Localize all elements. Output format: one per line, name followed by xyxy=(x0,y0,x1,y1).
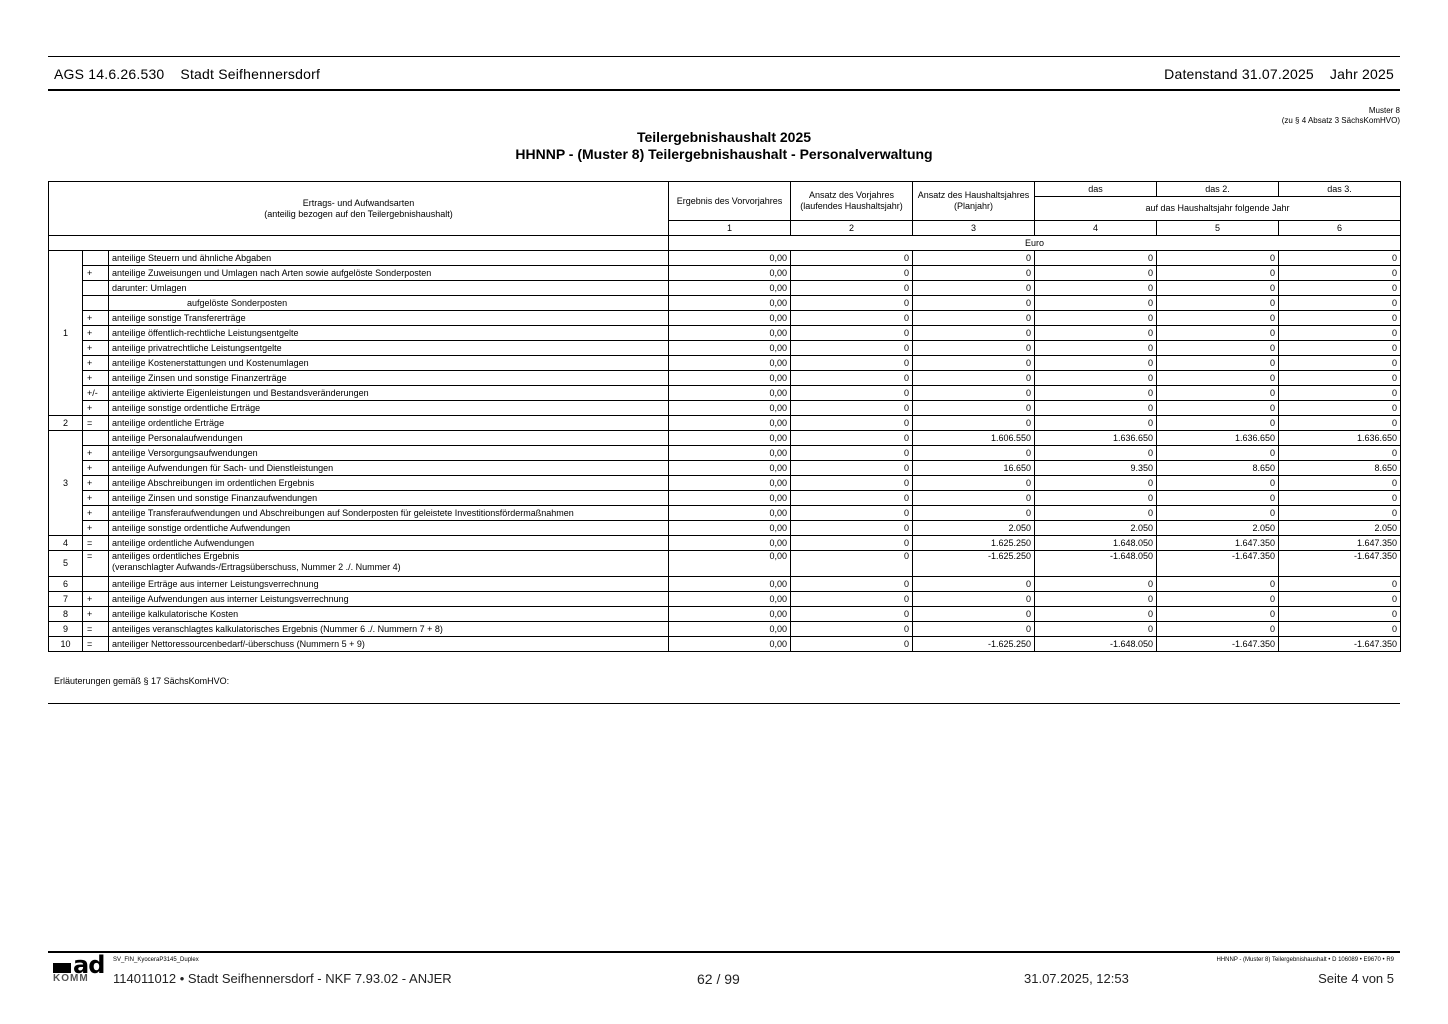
value-col6: 0 xyxy=(1279,607,1401,622)
footer-rule xyxy=(48,951,1400,953)
row-label-line1: anteiliges ordentliches Ergebnis xyxy=(112,551,240,561)
value-col3: 2.050 xyxy=(913,521,1035,536)
value-col1: 0,00 xyxy=(669,266,791,281)
table-row xyxy=(49,446,1401,461)
muster-line1: Muster 8 xyxy=(1368,106,1400,115)
row-operator: + xyxy=(83,341,109,356)
value-col2: 0 xyxy=(791,577,913,592)
value-col4: 0 xyxy=(1035,607,1157,622)
print-datetime: 31.07.2025, 12:53 xyxy=(1024,971,1129,986)
value-col5: 8.650 xyxy=(1157,461,1279,476)
row-number: 10 xyxy=(49,637,83,652)
value-col6: 0 xyxy=(1279,356,1401,371)
value-col4: 0 xyxy=(1035,592,1157,607)
value-col5: 0 xyxy=(1157,386,1279,401)
value-col5: -1.647.350 xyxy=(1157,551,1279,577)
value-col3: 0 xyxy=(913,281,1035,296)
row-label: anteilige Personalaufwendungen xyxy=(109,431,669,446)
row-operator: = xyxy=(83,637,109,652)
value-col6: 0 xyxy=(1279,401,1401,416)
row-operator: + xyxy=(83,266,109,281)
row-operator: + xyxy=(83,446,109,461)
logo-bar xyxy=(53,963,71,973)
row-label: anteiliges veranschlagtes kalkulatorisches Ergebnis (Nummer 6 ./. Nummern 7 + 8) xyxy=(109,622,669,637)
value-col1: 0,00 xyxy=(669,371,791,386)
value-col6: 0 xyxy=(1279,386,1401,401)
header-num4: 4 xyxy=(1035,221,1157,236)
row-operator: + xyxy=(83,506,109,521)
value-col5: 0 xyxy=(1157,622,1279,637)
header-currency: Euro xyxy=(669,236,1401,251)
value-col4: 0 xyxy=(1035,356,1157,371)
value-col4: 0 xyxy=(1035,386,1157,401)
row-label: anteilige privatrechtliche Leistungsentgelte xyxy=(109,341,669,356)
row-label: anteilige Versorgungsaufwendungen xyxy=(109,446,669,461)
table-row xyxy=(49,386,1401,401)
value-col4: 0 xyxy=(1035,446,1157,461)
header-num6: 6 xyxy=(1279,221,1401,236)
value-col6: 0 xyxy=(1279,266,1401,281)
value-col3: 1.606.550 xyxy=(913,431,1035,446)
value-col5: 2.050 xyxy=(1157,521,1279,536)
row-operator: + xyxy=(83,356,109,371)
value-col3: 0 xyxy=(913,577,1035,592)
header-col2: Ansatz des Vorjahres (laufendes Haushaltsjahr) xyxy=(791,182,913,221)
value-col3: 0 xyxy=(913,506,1035,521)
table-row xyxy=(49,607,1401,622)
table-row xyxy=(49,311,1401,326)
value-col4: 2.050 xyxy=(1035,521,1157,536)
value-col5: 0 xyxy=(1157,266,1279,281)
value-col1: 0,00 xyxy=(669,491,791,506)
value-col2: 0 xyxy=(791,491,913,506)
value-col2: 0 xyxy=(791,401,913,416)
row-label: anteilige Zuweisungen und Umlagen nach Arten sowie aufgelöste Sonderposten xyxy=(109,266,669,281)
table-header xyxy=(49,182,1401,251)
budget-table xyxy=(48,181,1401,652)
row-number: 5 xyxy=(49,551,83,577)
row-label: anteilige Aufwendungen aus interner Leistungsverrechnung xyxy=(109,592,669,607)
value-col2: 0 xyxy=(791,431,913,446)
value-col6: 8.650 xyxy=(1279,461,1401,476)
value-col5: 0 xyxy=(1157,416,1279,431)
row-operator: + xyxy=(83,461,109,476)
logo-ad: ad xyxy=(73,951,105,979)
row-label: anteilige Zinsen und sonstige Finanzaufwendungen xyxy=(109,491,669,506)
row-label: anteilige sonstige Transfererträge xyxy=(109,311,669,326)
muster-reference xyxy=(1282,106,1400,126)
row-label xyxy=(109,551,669,577)
value-col6: 0 xyxy=(1279,341,1401,356)
value-col2: 0 xyxy=(791,296,913,311)
value-col2: 0 xyxy=(791,266,913,281)
value-col2: 0 xyxy=(791,521,913,536)
value-col4: 0 xyxy=(1035,311,1157,326)
value-col5: 0 xyxy=(1157,311,1279,326)
value-col6: 1.636.650 xyxy=(1279,431,1401,446)
header-col1: Ergebnis des Vorvorjahres xyxy=(669,182,791,221)
data-status-date: Datenstand 31.07.2025 xyxy=(1164,66,1314,82)
value-col1: 0,00 xyxy=(669,311,791,326)
value-col5: 0 xyxy=(1157,281,1279,296)
value-col4: 0 xyxy=(1035,577,1157,592)
row-label: anteilige Transferaufwendungen und Abschreibungen auf Sonderposten für geleistete Investitionsfördermaßnahmen xyxy=(109,506,669,521)
row-label: anteiliger Nettoressourcenbedarf/-überschuss (Nummern 5 + 9) xyxy=(109,637,669,652)
row-operator: + xyxy=(83,592,109,607)
row-label: anteilige kalkulatorische Kosten xyxy=(109,607,669,622)
row-label: darunter: Umlagen xyxy=(109,281,669,296)
value-col3: -1.625.250 xyxy=(913,551,1035,577)
value-col5: 0 xyxy=(1157,607,1279,622)
value-col3: -1.625.250 xyxy=(913,637,1035,652)
value-col2: 0 xyxy=(791,551,913,577)
value-col6: -1.647.350 xyxy=(1279,637,1401,652)
value-col4: 0 xyxy=(1035,416,1157,431)
header-arten-line1: Ertrags- und Aufwandsarten xyxy=(302,197,415,208)
value-col6: 0 xyxy=(1279,476,1401,491)
row-label: anteilige Erträge aus interner Leistungsverrechnung xyxy=(109,577,669,592)
table-row xyxy=(49,371,1401,386)
row-label: anteilige sonstige ordentliche Aufwendungen xyxy=(109,521,669,536)
header-col6: das 3. xyxy=(1279,182,1401,197)
value-col2: 0 xyxy=(791,326,913,341)
value-col5: 0 xyxy=(1157,251,1279,266)
value-col3: 0 xyxy=(913,476,1035,491)
value-col2: 0 xyxy=(791,356,913,371)
value-col2: 0 xyxy=(791,607,913,622)
value-col3: 0 xyxy=(913,251,1035,266)
value-col6: 0 xyxy=(1279,251,1401,266)
value-col4: 0 xyxy=(1035,281,1157,296)
row-number: 8 xyxy=(49,607,83,622)
row-number: 1 xyxy=(49,251,83,416)
row-label-line2: (veranschlagter Aufwands-/Ertragsüberschuss, Nummer 2 ./. Nummer 4) xyxy=(112,562,401,572)
value-col4: 0 xyxy=(1035,371,1157,386)
value-col3: 0 xyxy=(913,446,1035,461)
value-col3: 0 xyxy=(913,592,1035,607)
page-counter: 62 / 99 xyxy=(697,971,740,987)
muster-line2: (zu § 4 Absatz 3 SächsKomHVO) xyxy=(1281,116,1400,125)
row-number: 7 xyxy=(49,592,83,607)
value-col4: 9.350 xyxy=(1035,461,1157,476)
value-col1: 0,00 xyxy=(669,551,791,577)
value-col5: 0 xyxy=(1157,341,1279,356)
row-label: anteilige ordentliche Aufwendungen xyxy=(109,536,669,551)
value-col6: 0 xyxy=(1279,491,1401,506)
row-number: 2 xyxy=(49,416,83,431)
page-subtitle: HHNNP - (Muster 8) Teilergebnishaushalt - Personalverwaltung xyxy=(515,146,933,162)
value-col4: 1.648.050 xyxy=(1035,536,1157,551)
value-col1: 0,00 xyxy=(669,416,791,431)
value-col2: 0 xyxy=(791,476,913,491)
row-operator: + xyxy=(83,476,109,491)
row-label: anteilige ordentliche Erträge xyxy=(109,416,669,431)
value-col5: 0 xyxy=(1157,476,1279,491)
value-col5: 1.647.350 xyxy=(1157,536,1279,551)
top-rule xyxy=(48,56,1400,57)
header-arten-line2: (anteilig bezogen auf den Teilergebnishaushalt) xyxy=(264,208,453,219)
header-right xyxy=(1164,66,1394,82)
value-col2: 0 xyxy=(791,536,913,551)
table-row xyxy=(49,296,1401,311)
value-col1: 0,00 xyxy=(669,446,791,461)
value-col1: 0,00 xyxy=(669,386,791,401)
header-num2: 2 xyxy=(791,221,913,236)
row-label: anteilige Zinsen und sonstige Finanzerträge xyxy=(109,371,669,386)
header-folgende: auf das Haushaltsjahr folgende Jahr xyxy=(1035,197,1401,221)
table-row xyxy=(49,577,1401,592)
value-col5: 0 xyxy=(1157,401,1279,416)
page-of-total: Seite 4 von 5 xyxy=(1318,971,1394,986)
row-label: anteilige Aufwendungen für Sach- und Dienstleistungen xyxy=(109,461,669,476)
header-spacer xyxy=(49,236,669,251)
header-arten xyxy=(49,182,669,236)
value-col3: 0 xyxy=(913,607,1035,622)
value-col6: 0 xyxy=(1279,416,1401,431)
header-num1: 1 xyxy=(669,221,791,236)
value-col6: 0 xyxy=(1279,577,1401,592)
table-body xyxy=(49,251,1401,652)
value-col3: 0 xyxy=(913,356,1035,371)
value-col1: 0,00 xyxy=(669,461,791,476)
value-col3: 0 xyxy=(913,416,1035,431)
value-col6: 2.050 xyxy=(1279,521,1401,536)
value-col5: 0 xyxy=(1157,577,1279,592)
value-col1: 0,00 xyxy=(669,536,791,551)
value-col2: 0 xyxy=(791,592,913,607)
page-title: Teilergebnishaushalt 2025 xyxy=(636,129,812,145)
table-row xyxy=(49,536,1401,551)
row-operator xyxy=(83,431,109,446)
value-col5: 0 xyxy=(1157,296,1279,311)
header-num5: 5 xyxy=(1157,221,1279,236)
value-col3: 0 xyxy=(913,311,1035,326)
value-col1: 0,00 xyxy=(669,281,791,296)
header-rule xyxy=(48,89,1400,91)
row-operator xyxy=(83,281,109,296)
value-col6: 0 xyxy=(1279,371,1401,386)
row-operator xyxy=(83,577,109,592)
value-col2: 0 xyxy=(791,386,913,401)
value-col3: 0 xyxy=(913,296,1035,311)
bottom-content-rule xyxy=(48,703,1400,704)
value-col3: 1.625.250 xyxy=(913,536,1035,551)
row-operator: + xyxy=(83,311,109,326)
value-col1: 0,00 xyxy=(669,577,791,592)
value-col2: 0 xyxy=(791,311,913,326)
row-label: anteilige Kostenerstattungen und Kostenumlagen xyxy=(109,356,669,371)
value-col4: 1.636.650 xyxy=(1035,431,1157,446)
value-col4: 0 xyxy=(1035,296,1157,311)
row-operator xyxy=(83,251,109,266)
table-row xyxy=(49,281,1401,296)
value-col1: 0,00 xyxy=(669,251,791,266)
table-row xyxy=(49,551,1401,577)
value-col1: 0,00 xyxy=(669,622,791,637)
row-operator: = xyxy=(83,536,109,551)
value-col6: 0 xyxy=(1279,296,1401,311)
table-row xyxy=(49,592,1401,607)
printer-name: SV_FIN_KyoceraP3145_Duplex xyxy=(113,957,199,963)
value-col6: 1.647.350 xyxy=(1279,536,1401,551)
explanations-note: Erläuterungen gemäß § 17 SächsKomHVO: xyxy=(54,676,230,686)
value-col4: 0 xyxy=(1035,266,1157,281)
value-col6: 0 xyxy=(1279,622,1401,637)
row-label: anteilige Abschreibungen im ordentlichen Ergebnis xyxy=(109,476,669,491)
value-col4: 0 xyxy=(1035,622,1157,637)
value-col5: 0 xyxy=(1157,506,1279,521)
row-operator: + xyxy=(83,521,109,536)
table-row xyxy=(49,431,1401,446)
value-col4: -1.648.050 xyxy=(1035,551,1157,577)
table-row xyxy=(49,521,1401,536)
value-col3: 0 xyxy=(913,341,1035,356)
value-col2: 0 xyxy=(791,416,913,431)
value-col4: 0 xyxy=(1035,401,1157,416)
row-label: anteilige aktivierte Eigenleistungen und Bestandsveränderungen xyxy=(109,386,669,401)
value-col6: 0 xyxy=(1279,326,1401,341)
table-row xyxy=(49,401,1401,416)
table-row xyxy=(49,266,1401,281)
value-col2: 0 xyxy=(791,637,913,652)
value-col5: 0 xyxy=(1157,356,1279,371)
table-row xyxy=(49,461,1401,476)
value-col1: 0,00 xyxy=(669,296,791,311)
row-operator: + xyxy=(83,491,109,506)
row-number: 3 xyxy=(49,431,83,536)
value-col2: 0 xyxy=(791,622,913,637)
table-row xyxy=(49,506,1401,521)
value-col3: 0 xyxy=(913,371,1035,386)
value-col2: 0 xyxy=(791,371,913,386)
row-label: anteilige öffentlich-rechtliche Leistungsentgelte xyxy=(109,326,669,341)
value-col5: 0 xyxy=(1157,371,1279,386)
row-number: 4 xyxy=(49,536,83,551)
value-col1: 0,00 xyxy=(669,356,791,371)
table-row xyxy=(49,622,1401,637)
row-label: aufgelöste Sonderposten xyxy=(109,296,669,311)
value-col3: 0 xyxy=(913,622,1035,637)
row-operator: +/- xyxy=(83,386,109,401)
value-col2: 0 xyxy=(791,251,913,266)
table-row xyxy=(49,476,1401,491)
value-col4: -1.648.050 xyxy=(1035,637,1157,652)
value-col3: 16.650 xyxy=(913,461,1035,476)
value-col6: 0 xyxy=(1279,311,1401,326)
value-col2: 0 xyxy=(791,446,913,461)
row-operator: = xyxy=(83,622,109,637)
table-row xyxy=(49,356,1401,371)
value-col1: 0,00 xyxy=(669,592,791,607)
value-col5: 0 xyxy=(1157,326,1279,341)
row-operator xyxy=(83,296,109,311)
row-label: anteilige sonstige ordentliche Erträge xyxy=(109,401,669,416)
value-col6: 0 xyxy=(1279,281,1401,296)
value-col1: 0,00 xyxy=(669,637,791,652)
value-col4: 0 xyxy=(1035,506,1157,521)
value-col5: 0 xyxy=(1157,592,1279,607)
value-col5: 1.636.650 xyxy=(1157,431,1279,446)
ags-code: AGS 14.6.26.530 xyxy=(54,66,165,82)
table-row xyxy=(49,341,1401,356)
value-col4: 0 xyxy=(1035,251,1157,266)
value-col4: 0 xyxy=(1035,476,1157,491)
row-operator: + xyxy=(83,371,109,386)
value-col5: -1.647.350 xyxy=(1157,637,1279,652)
value-col1: 0,00 xyxy=(669,326,791,341)
value-col4: 0 xyxy=(1035,341,1157,356)
value-col6: 0 xyxy=(1279,592,1401,607)
value-col5: 0 xyxy=(1157,446,1279,461)
value-col6: -1.647.350 xyxy=(1279,551,1401,577)
value-col3: 0 xyxy=(913,266,1035,281)
value-col1: 0,00 xyxy=(669,401,791,416)
value-col1: 0,00 xyxy=(669,431,791,446)
header-col4: das xyxy=(1035,182,1157,197)
adkomm-logo xyxy=(53,951,105,984)
row-operator: = xyxy=(83,416,109,431)
value-col1: 0,00 xyxy=(669,521,791,536)
value-col1: 0,00 xyxy=(669,341,791,356)
header-num3: 3 xyxy=(913,221,1035,236)
value-col1: 0,00 xyxy=(669,607,791,622)
header-col3: Ansatz des Haushaltsjahres (Planjahr) xyxy=(913,182,1035,221)
table-row xyxy=(49,637,1401,652)
row-number: 9 xyxy=(49,622,83,637)
value-col2: 0 xyxy=(791,341,913,356)
logo-komm: KOMM xyxy=(53,973,89,984)
table-row xyxy=(49,251,1401,266)
value-col2: 0 xyxy=(791,461,913,476)
value-col1: 0,00 xyxy=(669,506,791,521)
row-operator: + xyxy=(83,607,109,622)
footer-organisation: 114011012 • Stadt Seifhennersdorf - NKF 7.93.02 - ANJER xyxy=(113,971,452,986)
value-col2: 0 xyxy=(791,506,913,521)
value-col2: 0 xyxy=(791,281,913,296)
value-col4: 0 xyxy=(1035,326,1157,341)
document-reference: HHNNP - (Muster 8) Teilergebnishaushalt • D 106089 • E9670 • R9 xyxy=(1216,957,1394,963)
table-row xyxy=(49,326,1401,341)
value-col6: 0 xyxy=(1279,506,1401,521)
value-col1: 0,00 xyxy=(669,476,791,491)
value-col4: 0 xyxy=(1035,491,1157,506)
table-row xyxy=(49,416,1401,431)
value-col6: 0 xyxy=(1279,446,1401,461)
value-col3: 0 xyxy=(913,326,1035,341)
row-operator: + xyxy=(83,401,109,416)
city-name: Stadt Seifhennersdorf xyxy=(180,66,321,82)
header-left xyxy=(54,66,320,82)
row-operator: + xyxy=(83,326,109,341)
row-label: anteilige Steuern und ähnliche Abgaben xyxy=(109,251,669,266)
value-col3: 0 xyxy=(913,386,1035,401)
year-label: Jahr 2025 xyxy=(1329,66,1394,82)
header-col5: das 2. xyxy=(1157,182,1279,197)
value-col3: 0 xyxy=(913,491,1035,506)
row-number: 6 xyxy=(49,577,83,592)
row-operator: = xyxy=(83,551,109,577)
value-col3: 0 xyxy=(913,401,1035,416)
value-col5: 0 xyxy=(1157,491,1279,506)
table-row xyxy=(49,491,1401,506)
